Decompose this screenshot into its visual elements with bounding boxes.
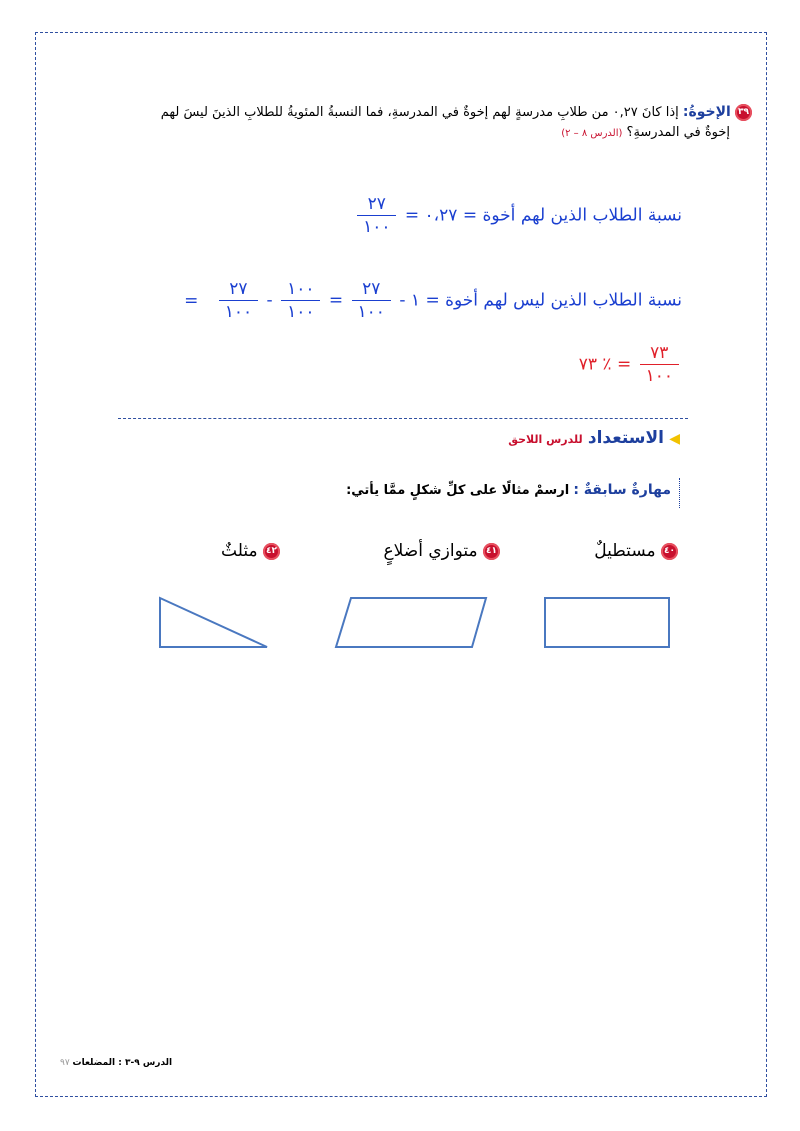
solution-line-1-text: نسبة الطلاب الذين لهم أخوة = ٠،٢٧ =	[404, 205, 682, 226]
exercise-number-badge: ٤١	[483, 543, 500, 560]
parallelogram-drawing	[336, 598, 486, 647]
fraction-numerator: ٧٣	[640, 342, 679, 365]
minus-sign: -	[266, 290, 273, 311]
shape-name: متوازي أضلاعٍ	[383, 541, 478, 561]
prior-skill-label: مهارةٌ سابقةٌ :	[573, 482, 671, 498]
equals-sign: =	[616, 354, 632, 375]
shape-name: مثلثٌ	[221, 541, 258, 561]
readiness-subtitle: للدرس اللاحق	[508, 433, 583, 446]
fraction-numerator: ٢٧	[357, 193, 396, 216]
triangle-drawing	[160, 598, 267, 647]
solution-line-2-text: نسبة الطلاب الذين ليس لهم أخوة = ١ -	[399, 290, 682, 311]
footer-page-number: ٩٧	[60, 1058, 70, 1068]
fraction-denominator: ١٠٠	[363, 217, 391, 237]
fraction-denominator: ١٠٠	[224, 302, 253, 322]
lesson-reference: (الدرس ٨ – ٢)	[561, 128, 623, 139]
page-footer	[60, 1058, 172, 1068]
rectangle-drawing	[545, 598, 669, 647]
equals-sign-trailing: =	[184, 290, 199, 311]
shape-name: مستطيلٌ	[594, 541, 656, 561]
question-text-line1: إذا كانَ ٠,٢٧ من طلابِ مدرسةٍ لهم إخوةٌ في المدرسةِ، فما النسبةُ المئويةُ للطلابِ الذينَ ليسَ لهم	[160, 105, 679, 120]
exercise-number-badge: ٤٢	[263, 543, 280, 560]
fraction-numerator: ١٠٠	[281, 278, 320, 301]
question-text-line2: إخوةٌ في المدرسةِ؟	[626, 125, 730, 140]
fraction-numerator: ٢٧	[352, 278, 391, 301]
equals-sign: =	[328, 290, 344, 311]
fraction-numerator: ٢٧	[219, 278, 258, 301]
question-number-badge: ٣٩	[735, 104, 752, 121]
fraction-denominator: ١٠٠	[287, 302, 315, 322]
readiness-title: الاستعداد	[587, 428, 664, 448]
question-keyword: الإخوةُ:	[682, 104, 731, 120]
fraction-denominator: ١٠٠	[357, 302, 385, 322]
exercise-number-badge: ٤٠	[661, 543, 678, 560]
triangle-bullet-icon: ◀	[669, 431, 680, 447]
fraction-denominator: ١٠٠	[645, 366, 673, 386]
prior-skill-text: ارسمْ مثالًا على كلِّ شكلٍ ممَّا يأتي:	[346, 483, 570, 498]
footer-lesson: الدرس ٩-٣ : المضلعات	[72, 1058, 173, 1068]
result-percentage: ٪ ٧٣	[578, 354, 612, 375]
